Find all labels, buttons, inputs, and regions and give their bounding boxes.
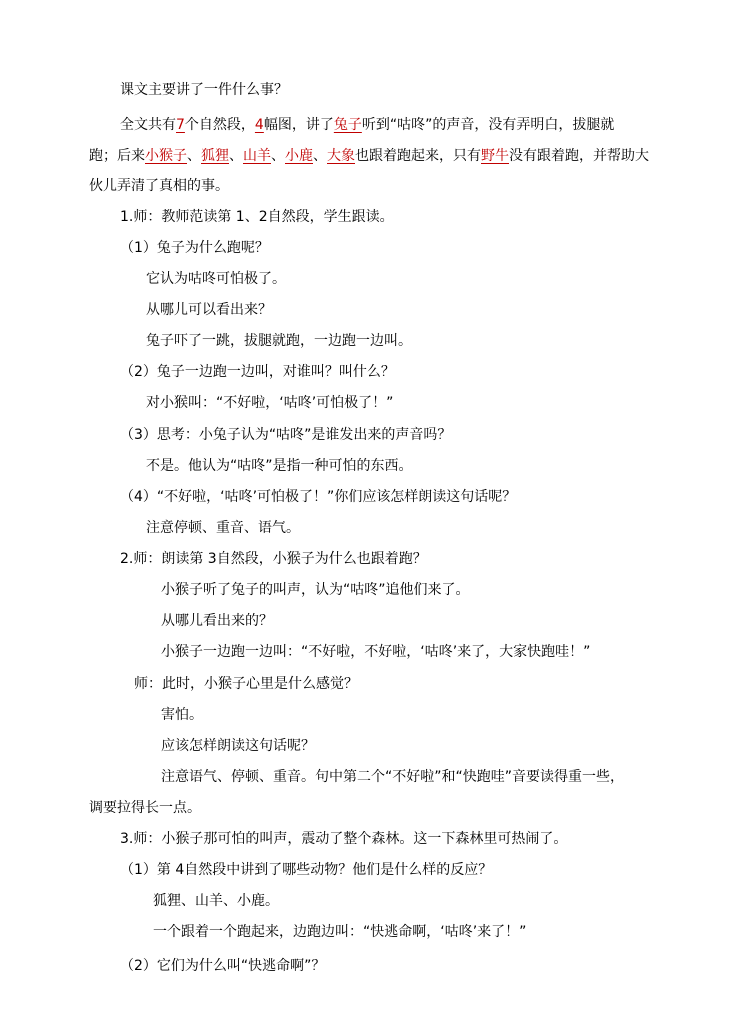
section-1-answer: 注意停顿、重音、语气。 [146, 520, 300, 536]
separator: 、 [187, 148, 201, 164]
answer-monkey: 小猴子 [145, 148, 187, 164]
section-1-heading: 1.师：教师范读第 1、2自然段，学生跟读。 [120, 209, 394, 225]
summary-line-3: 伙儿弄清了真相的事。 [89, 178, 229, 194]
section-1-question-2: （2）兔子一边跑一边叫，对谁叫？叫什么？ [120, 364, 395, 380]
section-2-teacher-line: 师：此时，小猴子心里是什么感觉？ [134, 676, 358, 692]
summary-text: 跑；后来 [89, 148, 145, 164]
summary-text: 个自然段， [184, 117, 255, 133]
section-1-answer: 不是。他认为“咕咚”是指一种可怕的东西。 [146, 458, 413, 474]
summary-text: 幅图，讲了 [263, 117, 334, 133]
summary-line-1 [120, 115, 614, 135]
paragraph-count-blank: 7 [176, 117, 185, 133]
summary-text: 没有跟着跑，并帮助大 [509, 148, 649, 164]
answer-elephant: 大象 [327, 148, 355, 164]
picture-count-blank: 4 [254, 117, 264, 133]
section-2-answer: 调要拉得长一点。 [89, 800, 201, 816]
summary-line-2 [89, 146, 649, 166]
section-2-answer: 小猴子听了兔子的叫声，认为“咕咚”追他们来了。 [161, 582, 470, 598]
section-1-answer: 兔子吓了一跳，拔腿就跑，一边跑一边叫。 [146, 333, 412, 349]
answer-rabbit: 兔子 [333, 117, 362, 133]
summary-text: 听到“咕咚”的声音，没有弄明白，拔腿就 [361, 117, 615, 133]
section-1-question-4: （4）“不好啦，‘咕咚’可怕极了！”你们应该怎样朗读这句话呢？ [120, 489, 517, 505]
summary-text: 全文共有 [120, 117, 176, 133]
section-2-answer: 从哪儿看出来的？ [161, 613, 273, 629]
section-3-answer: 一个跟着一个跑起来，边跑边叫：“快逃命啊，‘咕咚’来了！” [153, 924, 527, 940]
section-1-question-1: （1）兔子为什么跑呢？ [120, 240, 269, 256]
answer-wild-ox: 野牛 [481, 148, 509, 164]
answer-fox: 狐狸 [201, 148, 229, 164]
summary-text: 也跟着跑起来，只有 [355, 148, 481, 164]
separator: 、 [313, 148, 327, 164]
section-3-question-2: （2）它们为什么叫“快逃命啊”？ [120, 958, 326, 974]
section-2-heading: 2.师：朗读第 3自然段，小猴子为什么也跟着跑？ [120, 551, 427, 567]
section-1-answer: 对小猴叫：“不好啦，‘咕咚’可怕极了！” [146, 395, 394, 411]
section-3-heading: 3.师：小猴子那可怕的叫声，震动了整个森林。这一下森林里可热闹了。 [120, 831, 568, 847]
question-heading: 课文主要讲了一件什么事？ [120, 82, 288, 98]
section-2-answer: 应该怎样朗读这句话呢？ [161, 738, 315, 754]
separator: 、 [271, 148, 285, 164]
section-3-answer: 狐狸、山羊、小鹿。 [153, 893, 279, 909]
section-1-answer: 从哪儿可以看出来？ [146, 302, 272, 318]
section-2-answer: 注意语气、停顿、重音。句中第二个“不好啦”和“快跑哇”音要读得重一些， [161, 769, 625, 785]
section-2-answer: 害怕。 [161, 707, 203, 723]
section-1-answer: 它认为咕咚可怕极了。 [146, 271, 286, 287]
answer-deer: 小鹿 [285, 148, 313, 164]
answer-goat: 山羊 [243, 148, 271, 164]
section-3-question-1: （1）第 4自然段中讲到了哪些动物？他们是什么样的反应？ [120, 862, 493, 878]
section-2-answer: 小猴子一边跑一边叫：“不好啦，不好啦，‘咕咚’来了，大家快跑哇！” [161, 644, 591, 660]
section-1-question-3: （3）思考：小兔子认为“咕咚”是谁发出来的声音吗？ [120, 427, 452, 443]
separator: 、 [229, 148, 243, 164]
